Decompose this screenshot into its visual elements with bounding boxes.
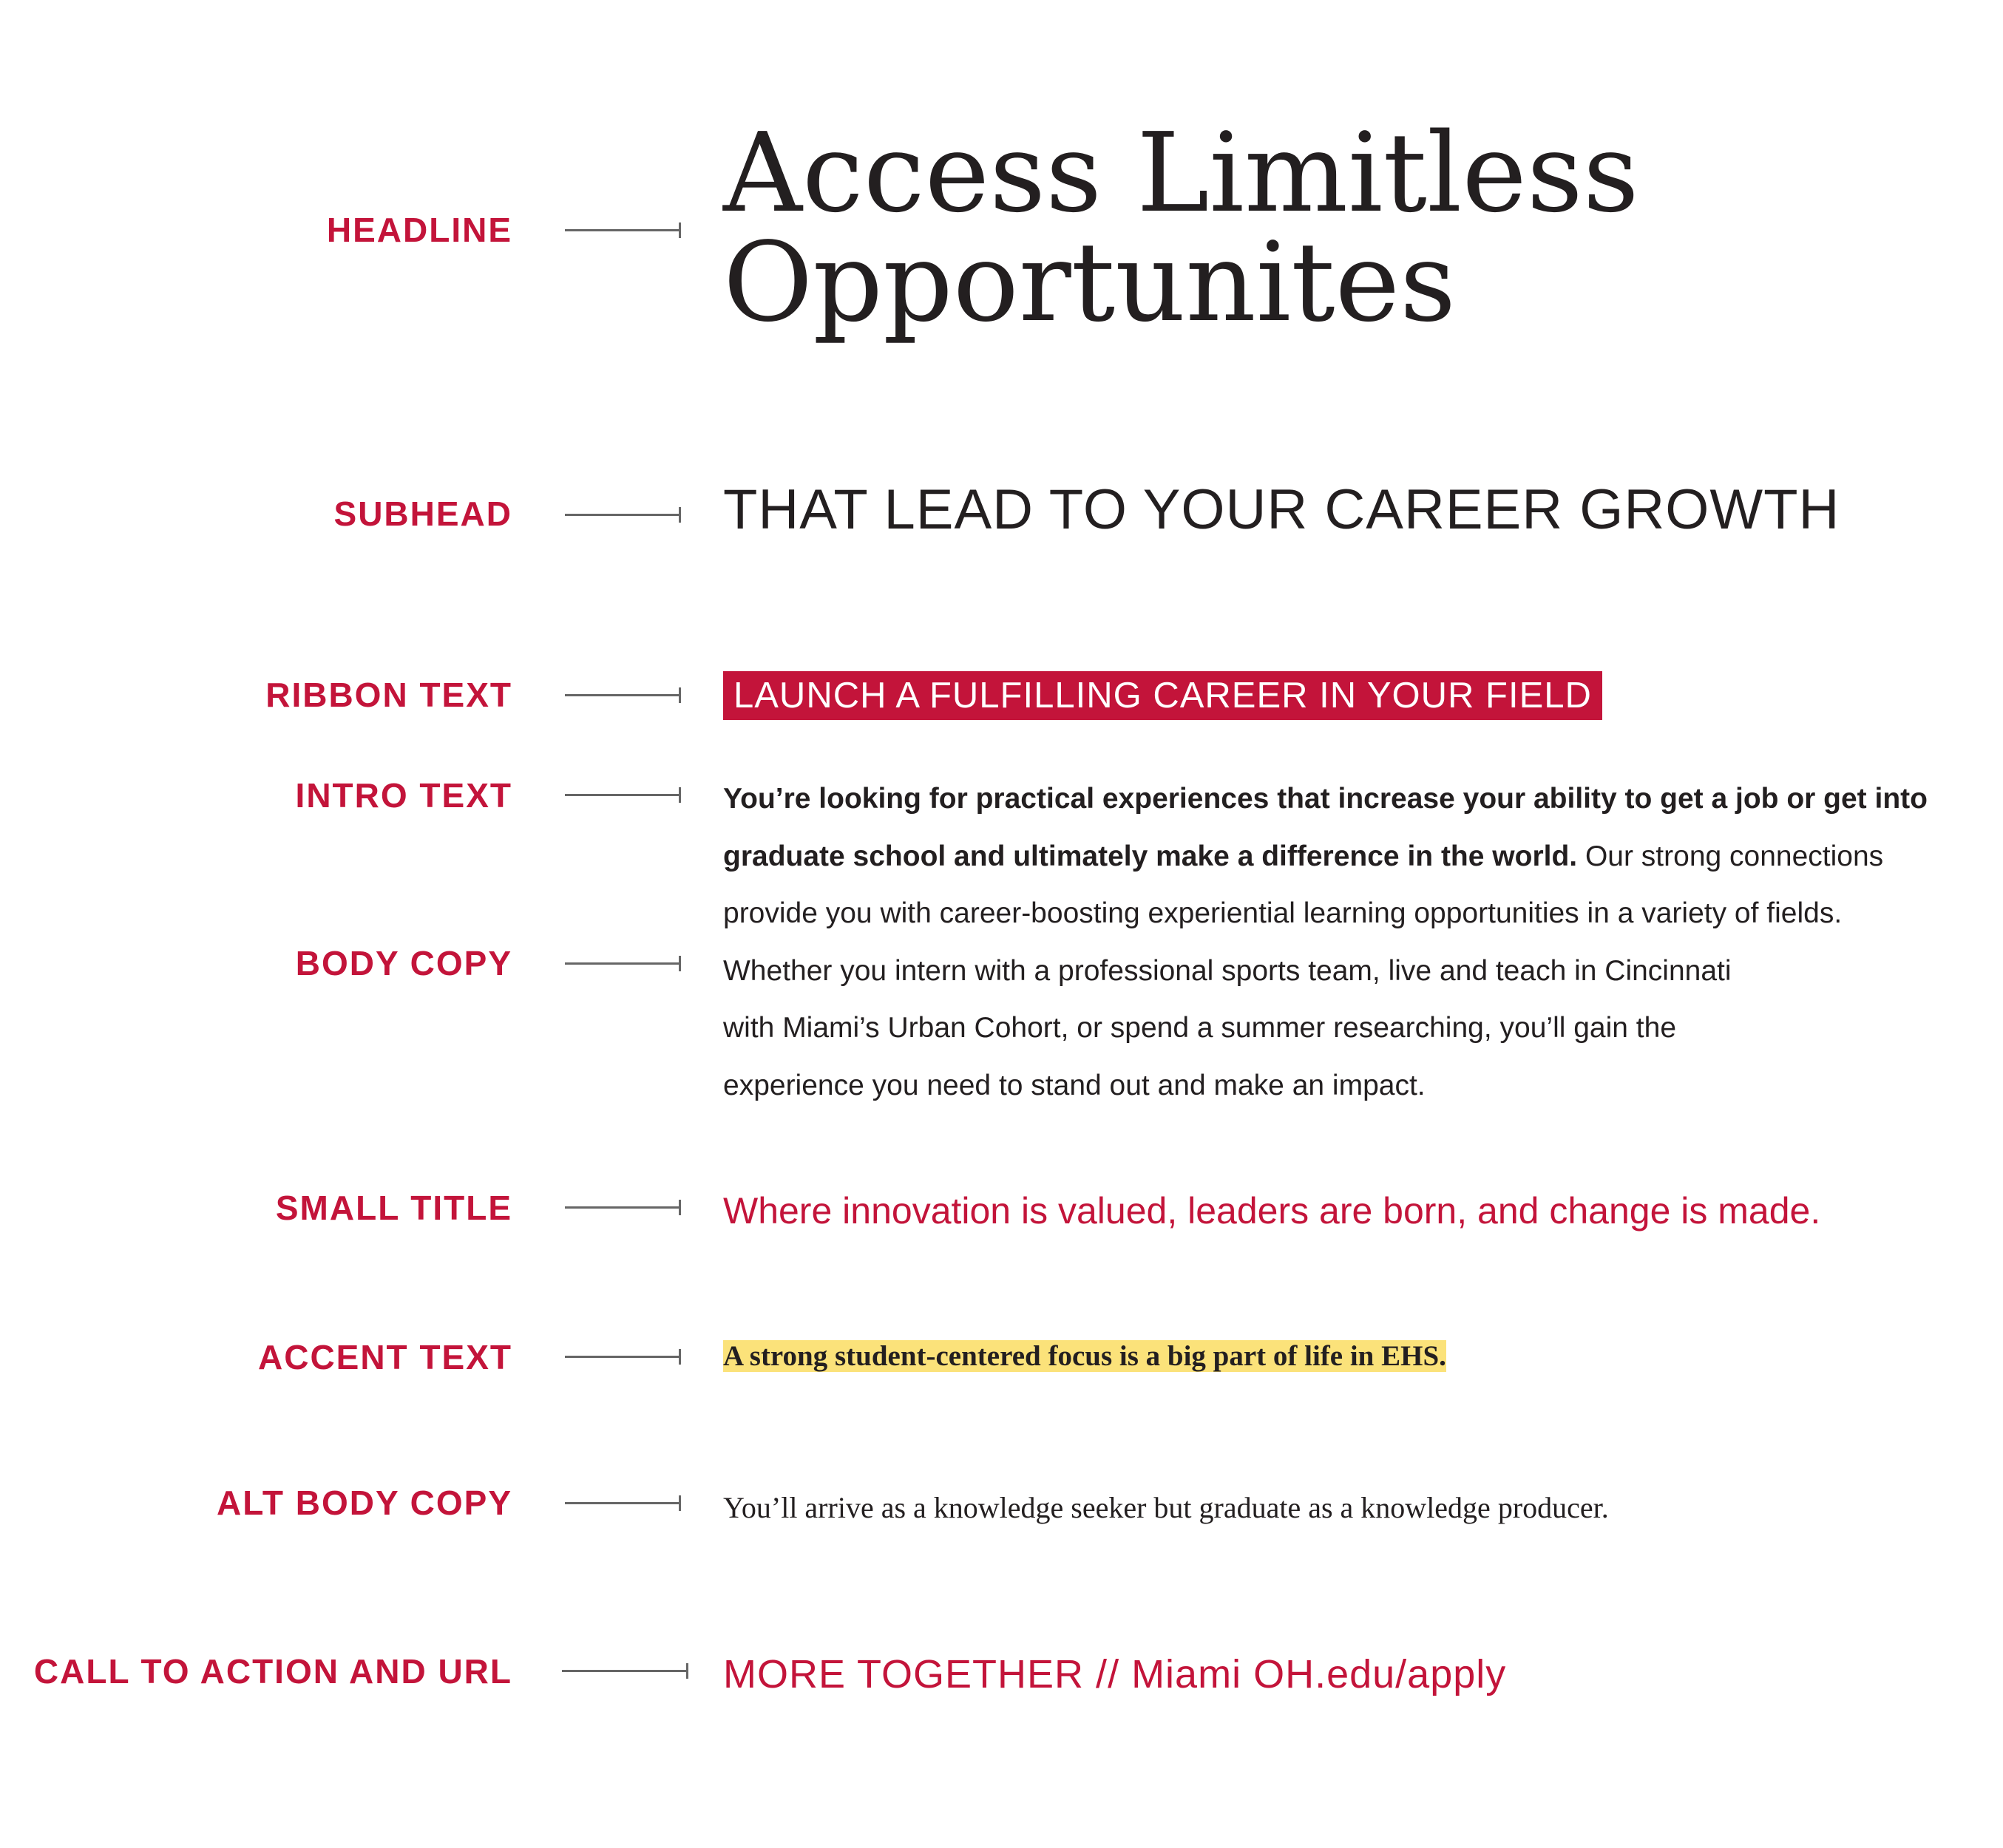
connector-body (565, 962, 681, 965)
connector-headline (565, 229, 681, 231)
connector-small-title (565, 1206, 681, 1209)
label-intro-text: INTRO TEXT (295, 776, 512, 815)
body-line-2: provide you with career-boosting experiential learning opportunities in a variety of fields. (723, 897, 1843, 929)
cta-url-sample: MORE TOGETHER // Miami OH.edu/apply (723, 1652, 1507, 1696)
headline-sample (723, 109, 1639, 346)
label-alt-body-copy: ALT BODY COPY (217, 1484, 512, 1522)
connector-alt-body (565, 1502, 681, 1504)
headline-line-2: Opportunites (723, 219, 1457, 346)
body-line-5: experience you need to stand out and make an impact. (723, 1069, 1426, 1101)
small-title-sample: Where innovation is valued, leaders are born, and change is made. (723, 1190, 1821, 1232)
label-accent-text: ACCENT TEXT (258, 1338, 512, 1376)
body-line-4: with Miami’s Urban Cohort, or spend a summer researching, you’ll gain the (723, 1012, 1677, 1044)
headline-line-1: Access Limitless (723, 109, 1639, 237)
body-copy-sample (723, 770, 1980, 1114)
connector-subhead (565, 514, 681, 516)
label-small-title: SMALL TITLE (275, 1189, 512, 1227)
label-subhead: SUBHEAD (333, 495, 512, 533)
alt-body-copy-sample: You’ll arrive as a knowledge seeker but graduate as a knowledge producer. (723, 1491, 1609, 1524)
body-line-1: Our strong connections (1585, 840, 1884, 872)
connector-accent (565, 1356, 681, 1358)
label-body-copy: BODY COPY (295, 944, 512, 982)
connector-intro (565, 794, 681, 796)
subhead-sample: THAT LEAD TO YOUR CAREER GROWTH (723, 478, 1840, 541)
connector-ribbon (565, 694, 681, 696)
intro-text: You’re looking for practical experiences that increase your ability to get a job or get into graduate school and ultimately make a difference in the world. (723, 783, 1928, 872)
ribbon-sample: LAUNCH A FULFILLING CAREER IN YOUR FIELD (723, 671, 1602, 720)
accent-text-sample (723, 1338, 1446, 1375)
accent-highlight: A strong student-centered focus is a big part of life in EHS. (723, 1340, 1446, 1372)
label-ribbon-text: RIBBON TEXT (265, 676, 512, 714)
label-headline: HEADLINE (326, 211, 512, 249)
connector-cta (562, 1670, 688, 1672)
body-line-3: Whether you intern with a professional sports team, live and teach in Cincinnati (723, 954, 1732, 987)
label-call-to-action: CALL TO ACTION AND URL (33, 1652, 512, 1691)
